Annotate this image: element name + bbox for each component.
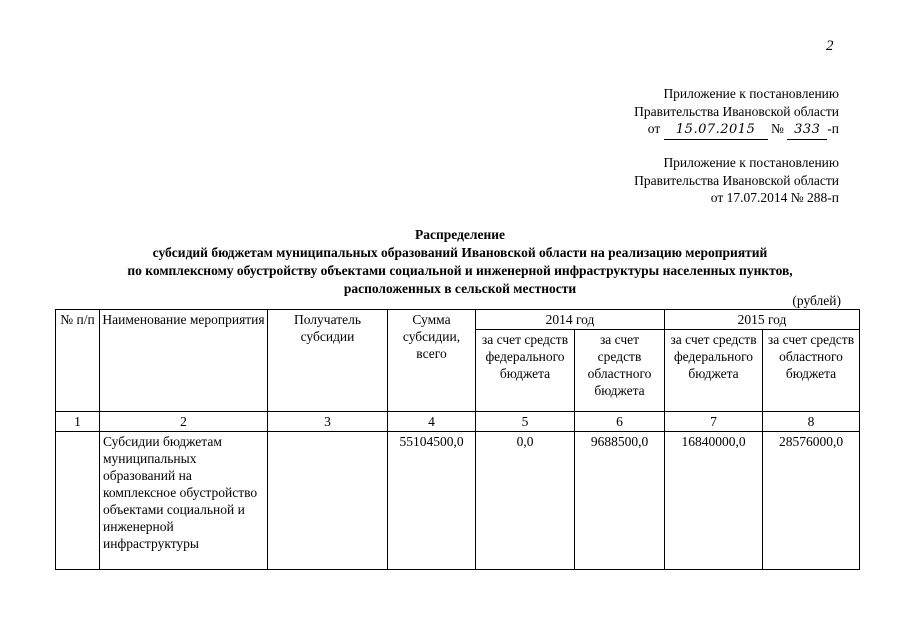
column-number: 8	[763, 412, 860, 432]
header-num: № п/п	[56, 310, 100, 412]
column-number: 7	[665, 412, 763, 432]
header-total: Сумма субсидии, всего	[388, 310, 476, 412]
header-federal-2015: за счет средств федерального бюджета	[665, 330, 763, 412]
header-name: Наименование мероприятия	[100, 310, 268, 412]
appendix-current	[634, 85, 839, 140]
row-name: Субсидии бюджетам муниципальных образований на комплексное обустройство объектами социальной и инженерной инфраструктуры	[100, 432, 268, 570]
subsidy-table	[55, 309, 860, 570]
row-reg-2014: 9688500,0	[575, 432, 665, 570]
page-number: 2	[826, 38, 834, 54]
header-recipient: Получатель субсидии	[268, 310, 388, 412]
row-fed-2015: 16840000,0	[665, 432, 763, 570]
title-heading: Распределение	[414, 227, 506, 242]
appendix-current-line1: Приложение к постановлению	[663, 86, 839, 101]
header-year-2014: 2014 год	[476, 310, 665, 330]
number-suffix: -п	[827, 121, 839, 136]
number-label: №	[771, 121, 784, 136]
header-federal-2014: за счет средств федерального бюджета	[476, 330, 575, 412]
title-line1: субсидий бюджетам муниципальных образований Ивановской области на реализацию мероприятий	[152, 245, 768, 260]
column-number: 3	[268, 412, 388, 432]
row-total: 55104500,0	[388, 432, 476, 570]
appendix-current-line2: Правительства Ивановской области	[634, 103, 839, 119]
row-recipient	[268, 432, 388, 570]
column-number: 6	[575, 412, 665, 432]
row-reg-2015: 28576000,0	[763, 432, 860, 570]
column-number: 5	[476, 412, 575, 432]
row-num	[56, 432, 100, 570]
column-number: 2	[100, 412, 268, 432]
header-regional-2014: за счет средств областного бюджета	[575, 330, 665, 412]
header-regional-2015: за счет средств областного бюджета	[763, 330, 860, 412]
document-title	[60, 226, 860, 298]
column-number: 1	[56, 412, 100, 432]
row-fed-2014: 0,0	[476, 432, 575, 570]
appendix-current-line3	[634, 120, 839, 140]
column-number: 4	[388, 412, 476, 432]
title-line2: по комплексному обустройству объектами социальной и инженерной инфраструктуры населенных пунктов,	[127, 263, 793, 278]
header-year-2015: 2015 год	[665, 310, 860, 330]
appendix-original-line2: Правительства Ивановской области	[634, 172, 839, 188]
handwritten-date: 15.07.2015	[664, 121, 768, 140]
column-number-row	[56, 412, 860, 432]
appendix-original-line3: от 17.07.2014 № 288-п	[710, 190, 839, 205]
appendix-original-line1: Приложение к постановлению	[663, 155, 839, 170]
appendix-original	[634, 154, 839, 207]
from-label: от	[647, 121, 661, 136]
table-row	[56, 432, 860, 570]
handwritten-number: 333	[787, 121, 827, 140]
title-line3: расположенных в сельской местности	[343, 281, 577, 296]
units-label: (рублей)	[792, 293, 841, 308]
